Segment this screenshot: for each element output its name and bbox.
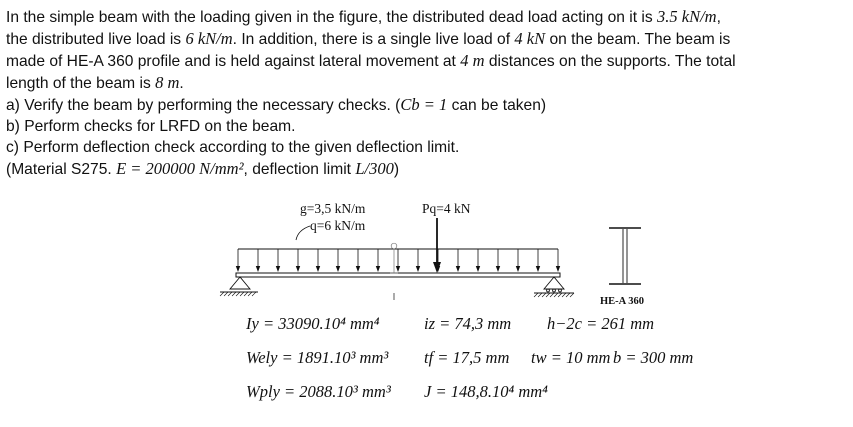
distributed-load-arrows — [236, 249, 560, 272]
question-c: c) Perform deflection check according to the given deflection limit. — [6, 139, 460, 156]
deflection-limit: L/300 — [355, 159, 394, 178]
point-load-label: Pq=4 kN — [422, 201, 471, 216]
right-roller-support — [534, 277, 574, 297]
hea-profile-icon — [609, 228, 641, 284]
plastic-section-modulus: Wply = 2088.10³ mm³ — [246, 382, 391, 401]
right-support-hatch — [534, 293, 574, 297]
load-arrow — [396, 249, 400, 272]
radius-of-gyration-z: iz = 74,3 mm — [424, 314, 512, 333]
beam-figure — [190, 196, 670, 312]
midspan-lateral-support — [390, 243, 398, 300]
live-load-label: q=6 kN/m — [310, 218, 366, 233]
load-arrow — [316, 249, 320, 272]
lateral-support-distance: 4 m — [460, 51, 485, 70]
load-leader-line — [296, 226, 310, 240]
problem-line-4: length of the beam is 8 m. — [6, 73, 184, 92]
load-arrow — [516, 249, 520, 272]
load-arrow — [276, 249, 280, 272]
dead-load-value: 3.5 kN/m — [657, 7, 717, 26]
problem-statement — [6, 6, 846, 180]
load-arrow — [556, 249, 560, 272]
load-arrow — [456, 249, 460, 272]
left-pin-support — [220, 277, 258, 296]
elastic-section-modulus: Wely = 1891.10³ mm³ — [246, 348, 389, 367]
moment-of-inertia-y: Iy = 33090.10⁴ mm⁴ — [246, 314, 380, 333]
load-arrow — [496, 249, 500, 272]
cb-value: Cb = 1 — [400, 95, 448, 114]
question-b: b) Perform checks for LRFD on the beam. — [6, 118, 296, 135]
load-arrow — [416, 249, 420, 272]
flange-thickness: tf = 17,5 mm — [424, 348, 510, 367]
live-load-value: 6 kN/m — [185, 29, 233, 48]
load-arrow — [536, 249, 540, 272]
load-arrow — [296, 249, 300, 272]
flange-width: b = 300 mm — [613, 348, 694, 367]
profile-label: HE-A 360 — [600, 296, 645, 307]
torsion-constant: J = 148,8.10⁴ mm⁴ — [424, 382, 548, 401]
question-a: a) Verify the beam by performing the necessary checks. (Cb = 1 can be taken) — [6, 95, 547, 114]
point-load-arrow — [433, 218, 441, 273]
beam-length-value: 8 m — [155, 73, 180, 92]
load-arrow — [236, 249, 240, 272]
load-arrow — [376, 249, 380, 272]
elastic-modulus: E = 200000 N/mm² — [116, 159, 244, 178]
load-arrow — [476, 249, 480, 272]
beam — [236, 273, 560, 277]
load-arrow — [336, 249, 340, 272]
web-thickness: tw = 10 mm — [531, 348, 611, 367]
problem-line-2: the distributed live load is 6 kN/m. In addition, there is a single live load of 4 kN on the beam. The beam is — [6, 29, 731, 48]
left-support-hatch — [220, 292, 256, 296]
problem-line-3: made of HE-A 360 profile and is held against lateral movement at 4 m distances on the supports. The total — [6, 51, 736, 70]
point-load-value: 4 kN — [514, 29, 546, 48]
web-depth: h−2c = 261 mm — [547, 314, 655, 333]
problem-line-1: In the simple beam with the loading given in the figure, the distributed dead load acting on it is 3.5 kN/m, — [6, 7, 721, 26]
dead-load-label: g=3,5 kN/m — [300, 201, 366, 216]
distributed-load — [236, 249, 560, 272]
material-line: (Material S275. E = 200000 N/mm², deflection limit L/300) — [6, 159, 400, 178]
load-arrow — [356, 249, 360, 272]
load-arrow — [256, 249, 260, 272]
